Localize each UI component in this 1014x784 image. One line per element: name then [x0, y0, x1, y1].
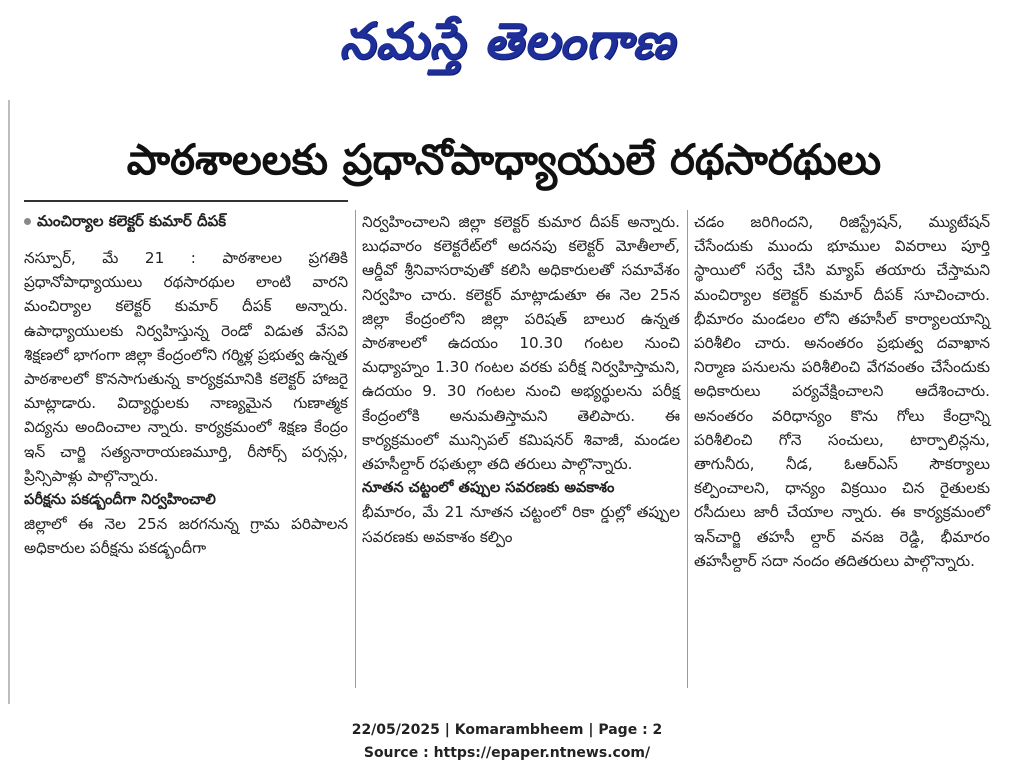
- footer-source: Source : https://epaper.ntnews.com/: [363, 745, 651, 761]
- column1-paragraph-1: నస్పూర్, మే 21 : పాఠశాలల ప్రగతికి ప్రధానోపాధ్యాయులు రథసారథుల లాంటి వారని మంచిర్యాల కలెక్టర్ కుమార్ దీపక్ అన్నారు. ఉపాధ్యాయులకు నిర్వహిస్తున్న రెండో విడుత వేసవి శిక్షణలో భాగంగా జిల్లా కేంద్రంలోని గర్మిళ్ల ప్రభుత్వ ఉన్నత పాఠశాలలో కొనసాగుతున్న కార్యక్రమానికి కలెక్టర్ హాజరై మాట్లాడారు. విద్యార్థులకు నాణ్యమైన గుణాత్మక విద్యను అందించాల న్నారు. కార్యక్రమంలో శిక్షణ కేంద్రం ఇన్ చార్జి సత్యనారాయణమూర్తి, రీసోర్స్ పర్సన్లు, ప్రిన్సిపాళ్లు పాల్గొన్నారు.: [24, 249, 348, 485]
- article-column-2: [362, 210, 680, 549]
- byline: [24, 210, 348, 232]
- column-divider-2: [687, 210, 688, 688]
- column1-subhead: పరీక్షను పకడ్బందీగా నిర్వహించాలి: [24, 491, 216, 509]
- masthead-logo: నమస్తే తెలంగాణ: [339, 12, 675, 70]
- bullet-icon: [24, 218, 31, 225]
- footer-date-edition: 22/05/2025 | Komarambheem | Page : 2: [351, 722, 663, 738]
- column-divider-1: [355, 210, 356, 688]
- masthead: [0, 0, 1014, 86]
- byline-text: మంచిర్యాల కలెక్టర్ కుమార్ దీపక్: [37, 212, 227, 230]
- column1-paragraph-2: జిల్లాలో ఈ నెల 25న జరగనున్న గ్రామ పరిపాలన అధికారుల పరీక్షను పకడ్బందీగా: [24, 515, 348, 558]
- article-column-3: [694, 210, 990, 573]
- column2-paragraph-1: నిర్వహించాలని జిల్లా కలెక్టర్ కుమార దీపక్ అన్నారు. బుధవారం కలెక్టరేట్‌లో అదనపు కలెక్టర్ మోతీలాల్, ఆర్డీవో శ్రీనివాసరావుతో కలిసి అధికారులతో సమావేశం నిర్వహిం చారు. కలెక్టర్ మాట్లాడుతూ ఈ నెల 25న జిల్లా కేంద్రంలోని జిల్లా పరిషత్ బాలుర ఉన్నత పాఠశాలలో ఉదయం 10.30 గంటల నుంచి మధ్యాహ్నం 1.30 గంటల వరకు పరీక్ష నిర్వహిస్తామని, ఉదయం 9. 30 గంటల నుంచి అభ్యర్థులను పరీక్ష కేంద్రంలోకి అనుమతిస్తామని తెలిపారు. ఈ కార్యక్రమంలో మున్సిపల్ కమిషనర్ శివాజీ, మండల తహసీల్దార్ రఫతుల్లా తది తరులు పాల్గొన్నారు.: [362, 213, 680, 474]
- column2-paragraph-2: భీమారం, మే 21 నూతన చట్టంలో రికా ర్డుల్లో తప్పుల సవరణకు అవకాశం కల్పిం: [362, 503, 680, 546]
- article-headline: పాఠశాలలకు ప్రధానోపాధ్యాయులే రథసారథులు: [126, 135, 882, 184]
- article-column-1: [24, 210, 348, 561]
- column2-subhead: నూతన చట్టంలో తప్పుల సవరణకు అవకాశం: [362, 479, 615, 497]
- column3-paragraph-1: చడం జరిగిందని, రిజిస్ట్రేషన్, మ్యుటేషన్ చేసేందుకు ముందు భూముల వివరాలు పూర్తి స్థాయిలో సర్వే చేసి మ్యాప్ తయారు చేస్తామని మంచిర్యాల కలెక్టర్ కుమార్ దీపక్ సూచించారు. భీమారం మండలం లోని తహసీల్ కార్యాలయాన్ని పరిశీలిం చారు. అనంతరం ప్రభుత్వ దవాఖాన నిర్మాణ పనులను పరిశీలించి వేగవంతం చేసేందుకు అధికారులు పర్యవేక్షించాలని ఆదేశించారు. అనంతరం వరిధాన్యం కొను గోలు కేంద్రాన్ని పరిశీలించి గోనె సంచులు, టార్పాలిన్లను, తాగునీరు, నీడ, ఓఆర్ఎస్ సౌకర్యాలు కల్పించాలని, ధాన్యం విక్రయిం చిన రైతులకు రసీదులు జారీ చేయాల న్నారు. ఈ కార్యక్రమంలో ఇన్‌చార్జి తహసీ ల్దార్ వనజ రెడ్డి, భీమారం తహసీల్దార్ సదా నందం తదితరులు పాల్గొన్నారు.: [694, 213, 990, 570]
- byline-rule: [24, 200, 348, 202]
